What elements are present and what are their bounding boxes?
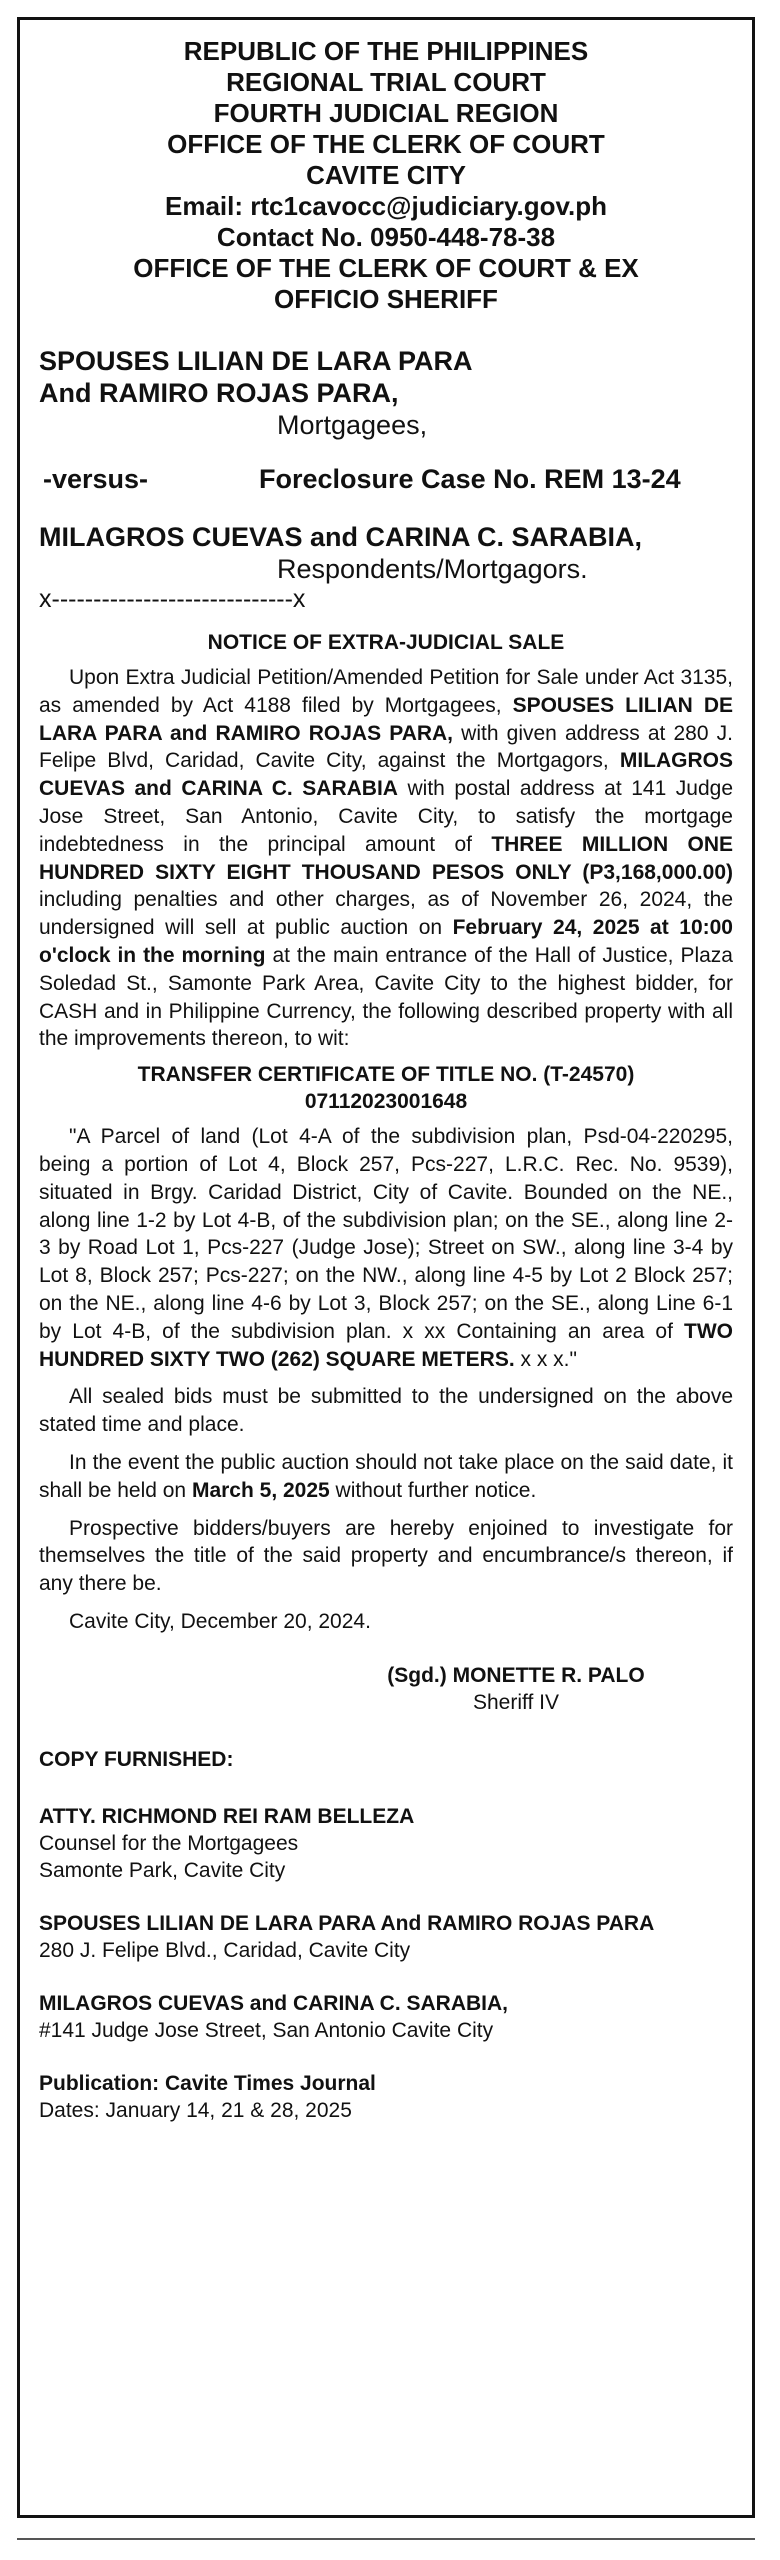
text-run: Upon Extra Judicial Petition/Amended Petition for Sale under Act 3135, as amended by Act 4188 filed by Mortgagees, — [39, 666, 733, 717]
recipient-line: Samonte Park, Cavite City — [39, 1858, 286, 1882]
versus-label: -versus- — [43, 464, 149, 494]
tct-number: TRANSFER CERTIFICATE OF TITLE NO. (T-24570) — [137, 1063, 635, 1087]
publication-block — [39, 2070, 733, 2124]
date-line: Cavite City, December 20, 2024. — [69, 1609, 371, 1633]
mortgagees-name: And RAMIRO ROJAS PARA, — [39, 378, 399, 408]
respondents-name: MILAGROS CUEVAS and CARINA C. SARABIA, — [39, 522, 643, 552]
notice-paragraph-1 — [39, 664, 733, 1053]
header-line: OFFICIO SHERIFF — [274, 284, 498, 314]
versus-row — [39, 463, 733, 495]
header-line: OFFICE OF THE CLERK OF COURT & EX — [133, 253, 639, 283]
header-line: OFFICE OF THE CLERK OF COURT — [167, 129, 605, 159]
signature-block — [299, 1662, 733, 1716]
text-run: with postal address at 141 Judge Jose Street, San Antonio, Cavite City, to satisfy the mortgage indebtedness in the principal amount of — [39, 777, 733, 856]
recipient-name: MILAGROS CUEVAS and CARINA C. SARABIA, — [39, 1991, 509, 2015]
mortgagees-bold: SPOUSES LILIAN DE LARA PARA and RAMIRO ROJAS PARA, — [39, 693, 733, 745]
text-run: including penalties and other charges, as of November 26, 2024, the undersigned will sell at public auction on — [39, 888, 733, 940]
court-header — [39, 36, 733, 315]
publication-name: Publication: Cavite Times Journal — [39, 2071, 376, 2095]
text-run: at the main entrance of the Hall of Justice, Plaza Soledad St., Samonte Park Area, Cavite City to the highest bidder, for CASH and in Philippine Currency, the following described property with all the improvements thereon, to wit: — [39, 943, 733, 1051]
notice-content — [39, 36, 733, 2124]
text-run: with given address at 280 J. Felipe Blvd, Caridad, Cavite City, against the Mortgagors, — [39, 721, 733, 773]
header-line: REPUBLIC OF THE PHILIPPINES — [183, 36, 589, 66]
case-caption — [39, 345, 733, 613]
mortgagors-bold: MILAGROS CUEVAS and CARINA C. SARABIA — [39, 749, 733, 801]
text-run: "A Parcel of land (Lot 4-A of the subdivision plan, Psd-04-220295, being a portion of Lot 4, Block 257, Pcs-227, L.R.C. Rec. No. 9539), situated in Brgy. Caridad District, City of Cavite. Bounded on the NE., along line 1-2 by Lot 4-B, of the subdivision plan; on the SE., along line 2-3 by Road Lot 1, Pcs-227 (Judge Jose); Street on SW., along line 3-4 by Lot 8, Block 257; Pcs-227; on the NW., along line 4-5 by Lot 2 Block 257; on the NE., along line 4-6 by Lot 3, Block 257; on the SE., along Line 6-1 by Lot 4-B, of the subdivision plan. x xx Containing an area of — [39, 1125, 733, 1343]
recipient-block — [39, 1803, 733, 1884]
respondents-role: Respondents/Mortgagors. — [277, 554, 588, 584]
reschedule-paragraph — [39, 1449, 733, 1505]
text-run: without further notice. — [329, 1478, 537, 1502]
title-certificate — [39, 1061, 733, 1115]
sheriff-name: (Sgd.) MONETTE R. PALO — [387, 1663, 645, 1687]
property-area: TWO HUNDRED SIXTY TWO (262) SQUARE METERS. — [39, 1319, 733, 1371]
case-number: Foreclosure Case No. REM 13-24 — [259, 464, 681, 494]
notice-title: NOTICE OF EXTRA-JUDICIAL SALE — [207, 631, 565, 654]
header-contact: Contact No. 0950-448-78-38 — [216, 222, 556, 252]
principal-amount: THREE MILLION ONE HUNDRED SIXTY EIGHT THOUSAND PESOS ONLY (P3,168,000.00) — [39, 832, 733, 884]
text-run: x x x." — [514, 1347, 577, 1371]
notice-border — [17, 17, 755, 2518]
sheriff-title: Sheriff IV — [473, 1690, 559, 1714]
recipient-name: ATTY. RICHMOND REI RAM BELLEZA — [39, 1804, 415, 1828]
header-line: CAVITE CITY — [306, 160, 466, 190]
mortgagees-role: Mortgagees, — [277, 410, 428, 440]
recipient-line: Counsel for the Mortgagees — [39, 1831, 299, 1855]
property-description — [39, 1123, 733, 1373]
reschedule-date: March 5, 2025 — [191, 1478, 330, 1502]
sealed-bids-paragraph: All sealed bids must be submitted to the undersigned on the above stated time and place. — [39, 1385, 733, 1437]
recipient-name: SPOUSES LILIAN DE LARA PARA And RAMIRO ROJAS PARA — [39, 1911, 655, 1935]
caption-divider: x-----------------------------x — [39, 585, 306, 613]
recipient-line: 280 J. Felipe Blvd., Caridad, Cavite City — [39, 1938, 411, 1962]
text-run: In the event the public auction should not take place on the said date, it shall be held on — [39, 1450, 733, 1502]
tct-id: 07112023001648 — [304, 1090, 468, 1114]
header-line: FOURTH JUDICIAL REGION — [213, 98, 559, 128]
auction-date: February 24, 2025 at 10:00 o'clock in the morning — [39, 916, 733, 967]
recipient-block — [39, 1990, 733, 2044]
recipient-line: #141 Judge Jose Street, San Antonio Cavite City — [39, 2018, 494, 2042]
copy-furnished-heading: COPY FURNISHED: — [39, 1747, 234, 1771]
mortgagees-name: SPOUSES LILIAN DE LARA PARA — [39, 346, 473, 376]
header-email: Email: rtc1cavocc@judiciary.gov.ph — [165, 191, 607, 221]
recipient-block — [39, 1910, 733, 1964]
bottom-rule — [17, 2538, 755, 2540]
publication-dates: Dates: January 14, 21 & 28, 2025 — [39, 2098, 352, 2122]
bidders-paragraph: Prospective bidders/buyers are hereby enjoined to investigate for themselves the title of the said property and encumbrance/s thereon, if any there be. — [39, 1516, 733, 1596]
header-line: REGIONAL TRIAL COURT — [226, 67, 546, 97]
